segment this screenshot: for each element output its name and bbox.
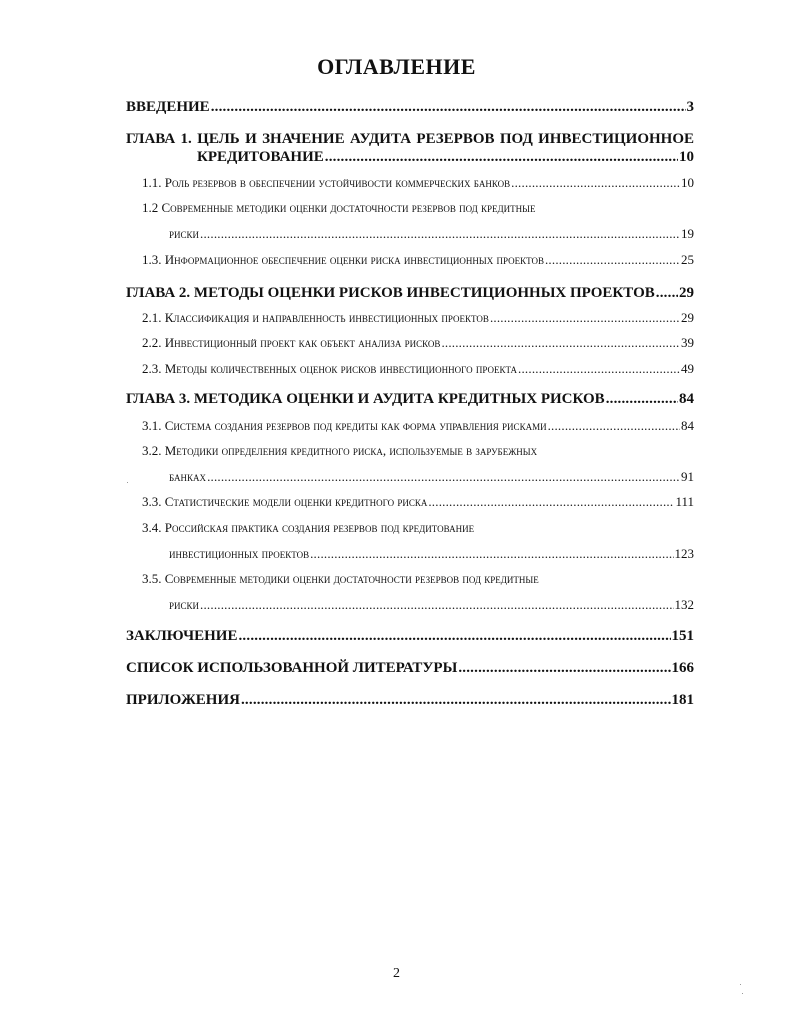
toc-entry-1-2[interactable] xyxy=(169,227,694,240)
dot-leader xyxy=(441,336,680,349)
dot-leader xyxy=(428,495,674,508)
toc-entry-label: 3.1. Система создания резервов под кредиты как форма управления рисками xyxy=(142,418,547,433)
toc-entry-3-5[interactable] xyxy=(169,598,694,611)
toc-entry-label: ВВЕДЕНИЕ xyxy=(126,99,210,115)
dot-leader xyxy=(310,547,673,560)
toc-entry-label: ГЛАВА 3. МЕТОДИКА ОЦЕНКИ И АУДИТА КРЕДИТНЫХ РИСКОВ xyxy=(126,391,605,407)
toc-page-number: 25 xyxy=(681,252,694,267)
toc-entry-chapter2[interactable] xyxy=(126,286,694,301)
toc-entry-3-3[interactable] xyxy=(142,495,694,508)
toc-page-number: 29 xyxy=(679,285,694,301)
dot-leader xyxy=(518,362,680,375)
toc-page-number: 91 xyxy=(681,469,694,484)
toc-entry-label: инвестиционных проектов xyxy=(169,546,310,561)
toc-page-number: 3 xyxy=(686,99,694,115)
toc-entry-references[interactable] xyxy=(126,661,694,676)
page-number: 2 xyxy=(393,966,400,981)
dot-leader xyxy=(511,176,680,189)
toc-page-number: 151 xyxy=(671,628,694,644)
toc-page-number: 123 xyxy=(674,546,694,561)
toc-entry-chapter3[interactable] xyxy=(126,392,694,407)
toc-page-number: 181 xyxy=(671,692,694,708)
toc-entry-label: КРЕДИТОВАНИЕ xyxy=(197,149,324,165)
toc-page-number: 132 xyxy=(674,597,694,612)
toc-page-number: 29 xyxy=(681,310,694,325)
toc-page-number: 166 xyxy=(671,660,694,676)
toc-entry-label: 2.2. Инвестиционный проект как объект анализа рисков xyxy=(142,335,441,350)
toc-entry-label: 1.1. Роль резервов в обеспечении устойчивости коммерческих банков xyxy=(142,175,511,190)
toc-entry-2-2[interactable] xyxy=(142,336,694,349)
toc-page-number: 49 xyxy=(681,361,694,376)
page-title: ОГЛАВЛЕНИЕ xyxy=(317,54,476,79)
scan-speck xyxy=(127,482,128,483)
dot-leader xyxy=(241,693,671,708)
dot-leader xyxy=(458,661,670,676)
dot-leader xyxy=(200,598,673,611)
toc-entry-1-2-line1[interactable]: 1.2 Современные методики оценки достаточности резервов под кредитные xyxy=(142,200,536,215)
toc-entry-label: ЗАКЛЮЧЕНИЕ xyxy=(126,628,238,644)
toc-page-number: 84 xyxy=(679,391,694,407)
toc-page-number: 84 xyxy=(681,418,694,433)
toc-entry-label: банках xyxy=(169,469,207,484)
dot-leader xyxy=(211,100,686,115)
toc-entry-appendices[interactable] xyxy=(126,693,694,708)
toc-entry-2-1[interactable] xyxy=(142,311,694,324)
toc-entry-label: 3.3. Статистические модели оценки кредитного риска xyxy=(142,494,428,509)
toc-entry-2-3[interactable] xyxy=(142,362,694,375)
scan-speck xyxy=(740,984,741,985)
toc-page-number: 39 xyxy=(681,335,694,350)
toc-entry-conclusion[interactable] xyxy=(126,629,694,644)
toc-entry-3-2-line1[interactable]: 3.2. Методики определения кредитного риска, используемые в зарубежных xyxy=(142,443,538,458)
toc-entry-chapter1[interactable] xyxy=(197,150,694,165)
toc-entry-label: СПИСОК ИСПОЛЬЗОВАННОЙ ЛИТЕРАТУРЫ xyxy=(126,660,458,676)
toc-entry-3-4[interactable] xyxy=(169,547,694,560)
dot-leader xyxy=(490,311,680,324)
toc-entry-intro[interactable] xyxy=(126,100,694,115)
dot-leader xyxy=(207,470,680,483)
toc-entry-label: ГЛАВА 2. МЕТОДЫ ОЦЕНКИ РИСКОВ ИНВЕСТИЦИОННЫХ ПРОЕКТОВ xyxy=(126,285,655,301)
toc-page-number: 111 xyxy=(675,494,694,509)
toc-page-number: 19 xyxy=(681,226,694,241)
toc-page-number: 10 xyxy=(679,149,694,165)
toc-page-number: 10 xyxy=(681,175,694,190)
dot-leader xyxy=(656,286,678,301)
toc-entry-1-3[interactable] xyxy=(142,253,694,266)
toc-entry-label: 1.3. Информационное обеспечение оценки риска инвестиционных проектов xyxy=(142,252,544,267)
toc-entry-3-1[interactable] xyxy=(142,419,694,432)
toc-entry-label: ПРИЛОЖЕНИЯ xyxy=(126,692,240,708)
dot-leader xyxy=(325,150,678,165)
toc-chapter1-heading[interactable]: ГЛАВА 1. ЦЕЛЬ И ЗНАЧЕНИЕ АУДИТА РЕЗЕРВОВ ПОД ИНВЕСТИЦИОННОЕ xyxy=(126,131,694,147)
toc-entry-label: 2.1. Классификация и направленность инвестиционных проектов xyxy=(142,310,489,325)
toc-entry-3-4-line1[interactable]: 3.4. Российская практика создания резервов под кредитование xyxy=(142,520,475,535)
scan-speck xyxy=(742,993,743,994)
dot-leader xyxy=(238,629,670,644)
dot-leader xyxy=(545,253,680,266)
toc-entry-1-1[interactable] xyxy=(142,176,694,189)
dot-leader xyxy=(606,392,678,407)
toc-entry-3-5-line1[interactable]: 3.5. Современные методики оценки достаточности резервов под кредитные xyxy=(142,571,539,586)
toc-entry-label: риски xyxy=(169,597,200,612)
toc-entry-label: 2.3. Методы количественных оценок рисков инвестиционного проекта xyxy=(142,361,518,376)
toc-entry-label: риски xyxy=(169,226,200,241)
toc-entry-3-2[interactable] xyxy=(169,470,694,483)
dot-leader xyxy=(548,419,680,432)
dot-leader xyxy=(200,227,680,240)
